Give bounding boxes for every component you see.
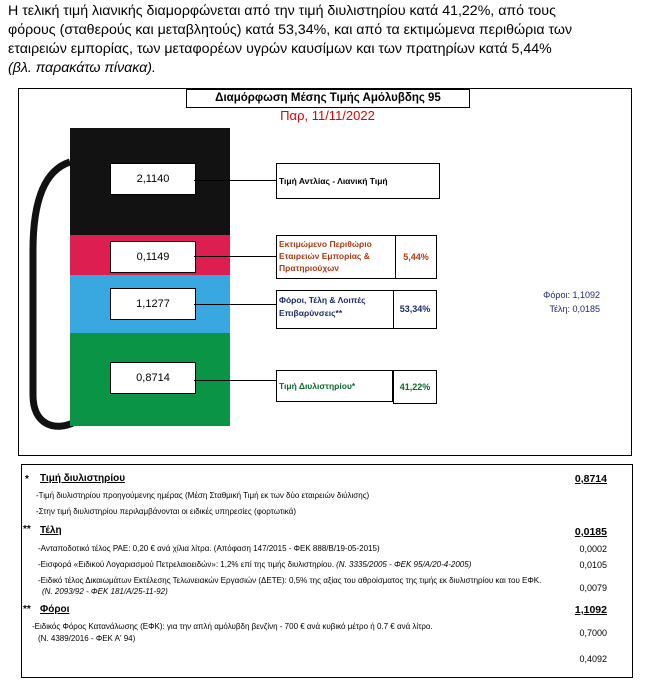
refinery-percent: 41,22% <box>393 370 437 404</box>
refinery-heading: Τιμή διυλιστηρίου <box>40 473 126 484</box>
fee-item-ref: (Ν. 3335/2005 - ΦΕΚ 95/Α/20-4-2005) <box>333 560 472 569</box>
retail-price-value: 2,1140 <box>110 163 196 195</box>
refinery-total: 0,8714 <box>574 473 607 485</box>
intro-line: Η τελική τιμή λιανικής διαμορφώνεται από την τιμή διυλιστηρίου κατά 41,22%, από τους <box>8 3 556 19</box>
refinery-value: 0,8714 <box>110 362 196 394</box>
tax-item-value: 0,7000 <box>579 628 607 638</box>
taxes-percent: 53,34% <box>393 290 437 329</box>
chart-title: Διαμόρφωση Μέσης Τιμής Αμόλυβδης 95 <box>186 89 470 108</box>
refinery-label: Τιμή Διυλιστηρίου* <box>276 370 393 402</box>
connector-line <box>194 304 276 305</box>
fee-item-text: -Εισφορά «Ειδικού Λογαριασμού Πετρελαιοειδών»: 1,2% επί της τιμής διυλιστηρίου. <box>38 560 334 569</box>
margin-value: 0,1149 <box>110 241 196 273</box>
fees-heading: Τέλη <box>40 525 62 536</box>
fee-item: -Ανταποδοτικό τέλος ΡΑΕ: 0,20 € ανά χίλια λίτρα. (Απόφαση 147/2015 - ΦΕΚ 888/Β/19-05-2015) <box>38 544 380 553</box>
margin-percent: 5,44% <box>395 235 437 279</box>
refinery-note: -Τιμή διυλιστηρίου προηγούμενης ημέρας (Μέση Σταθμική Τιμή εκ των δύο εταιρειών διύλισης) <box>36 491 370 500</box>
intro-line: (βλ. παρακάτω πίνακα). <box>8 60 156 76</box>
taxes-value: 1,1277 <box>110 288 196 320</box>
taxes-total: 1,1092 <box>574 604 607 616</box>
connector-line <box>194 256 276 257</box>
fee-item-ref: (Ν. 2093/92 - ΦΕΚ 181/Α/25-11-92) <box>42 587 168 596</box>
side-taxes: Φόροι: 1,1092 <box>543 290 600 300</box>
retail-price-label: Τιμή Αντλίας - Λιανική Τιμή <box>276 163 440 199</box>
taxes-label: Φόροι, Τέλη & Λοιπές Επιβαρύνσεις** <box>276 290 395 329</box>
intro-line: φόρους (σταθερούς και μεταβλητούς) κατά 53,34%, και από τα εκτιμώμενα περιθώρια των <box>8 22 573 38</box>
fee-item-value: 0,0079 <box>579 583 607 593</box>
taxes-marker: ** <box>23 604 31 615</box>
margin-label: Εκτιμώμενο Περιθώριο Εταιρειών Εμπορίας & Πρατηριούχων <box>276 235 400 279</box>
tax-item: -Ειδικός Φόρος Κατανάλωσης (ΕΦΚ): για την απλή αμόλυβδη βενζίνη - 700 € ανά κυβικό μέτρο ή 0.7 € ανά λίτρο. <box>32 622 433 631</box>
tax-remaining-value: 0,4092 <box>579 654 607 664</box>
chart-date: Παρ, 11/11/2022 <box>280 108 375 123</box>
refinery-marker: * <box>25 474 29 485</box>
connector-line <box>194 380 276 381</box>
intro-paragraph <box>8 2 648 78</box>
tax-item-ref: (Ν. 4389/2016 - ΦΕΚ Α' 94) <box>38 634 136 643</box>
refinery-note: -Στην τιμή διυλιστηρίου περιλαμβάνονται οι ειδικές υπηρεσίες (φορτωτικά) <box>36 507 296 516</box>
fee-item <box>38 560 471 569</box>
side-fees: Τέλη: 0,0185 <box>549 304 600 314</box>
intro-line: εταιρειών εμπορίας, των μεταφορέων υγρών καυσίμων και των πρατηρίων κατά 5,44% <box>8 41 552 57</box>
fees-total: 0,0185 <box>574 526 607 538</box>
fees-marker: ** <box>23 524 31 535</box>
taxes-heading: Φόροι <box>40 604 70 615</box>
connector-line <box>194 180 276 181</box>
fee-item-value: 0,0105 <box>579 560 607 570</box>
fee-item-value: 0,0002 <box>579 544 607 554</box>
fee-item: -Ειδικό τέλος Δικαιωμάτων Εκτέλεσης Τελωνειακών Εργασιών (ΔΕΤΕ): 0,5% της αξίας του αθροίσματος της τιμής εκ διυλιστηρίου και του ΕΦΚ. <box>38 576 542 585</box>
